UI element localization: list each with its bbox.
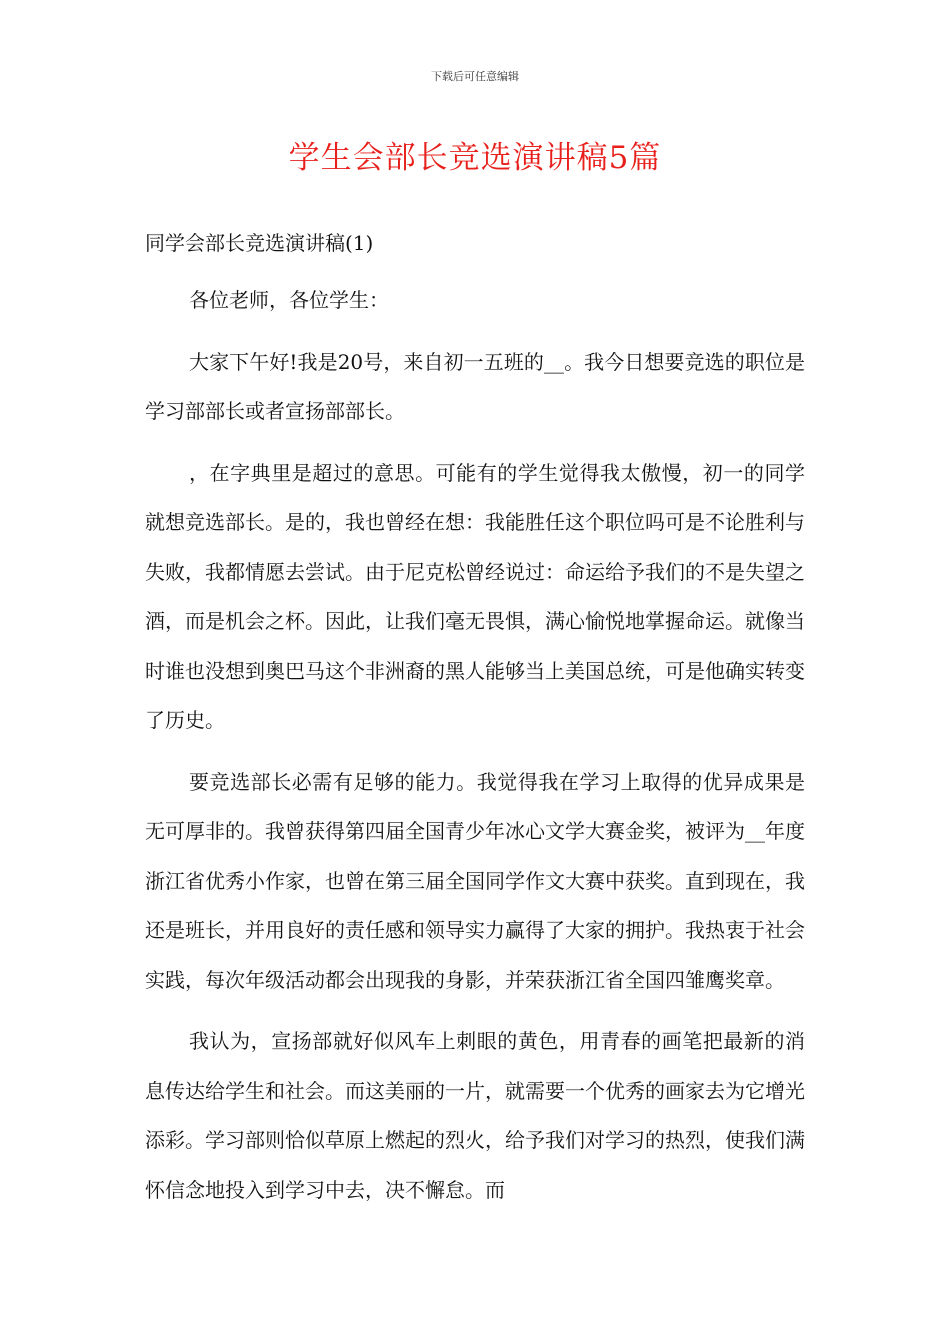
header-note: 下载后可任意编辑 [431,70,519,83]
paragraph-greeting: 各位老师，各位学生： [189,288,389,312]
paragraph-motivation: ，在字典里是超过的意思。可能有的学生觉得我太傲慢，初一的同学就想竞选部长。是的，我也曾经在想：我能胜任这个职位吗可是不论胜利与失败，我都情愿去尝试。由于尼克松曾经说过：命运给予我们的不是失望之酒，而是机会之杯。因此，让我们毫无畏惧，满心愉悦地掌握命运。就像当时谁也没想到奥巴马这个非洲裔的黑人能够当上美国总统，可是他确实转变了历史。 [145,460,805,732]
paragraph-intro: 大家下午好!我是20号，来自初一五班的__。我今日想要竞选的职位是学习部部长或者宣扬部部长。 [145,349,805,423]
section-subtitle: 同学会部长竞选演讲稿(1) [145,231,374,255]
document-title: 学生会部长竞选演讲稿5篇 [288,140,662,176]
body-text [145,276,805,1227]
paragraph-ability: 要竞选部长必需有足够的能力。我觉得我在学习上取得的优异成果是无可厚非的。我曾获得第四届全国青少年冰心文学大赛金奖，被评为__年度浙江省优秀小作家，也曾在第三届全国同学作文大赛中获奖。直到现在，我还是班长，并用良好的责任感和领导实力赢得了大家的拥护。我热衷于社会实践，每次年级活动都会出现我的身影，并荣获浙江省全国四雏鹰奖章。 [145,769,805,992]
paragraph-vision: 我认为，宣扬部就好似风车上刺眼的黄色，用青春的画笔把最新的消息传达给学生和社会。而这美丽的一片，就需要一个优秀的画家去为它增光添彩。学习部则恰似草原上燃起的烈火，给予我们对学习的热烈，使我们满怀信念地投入到学习中去，决不懈怠。而 [145,1029,805,1202]
